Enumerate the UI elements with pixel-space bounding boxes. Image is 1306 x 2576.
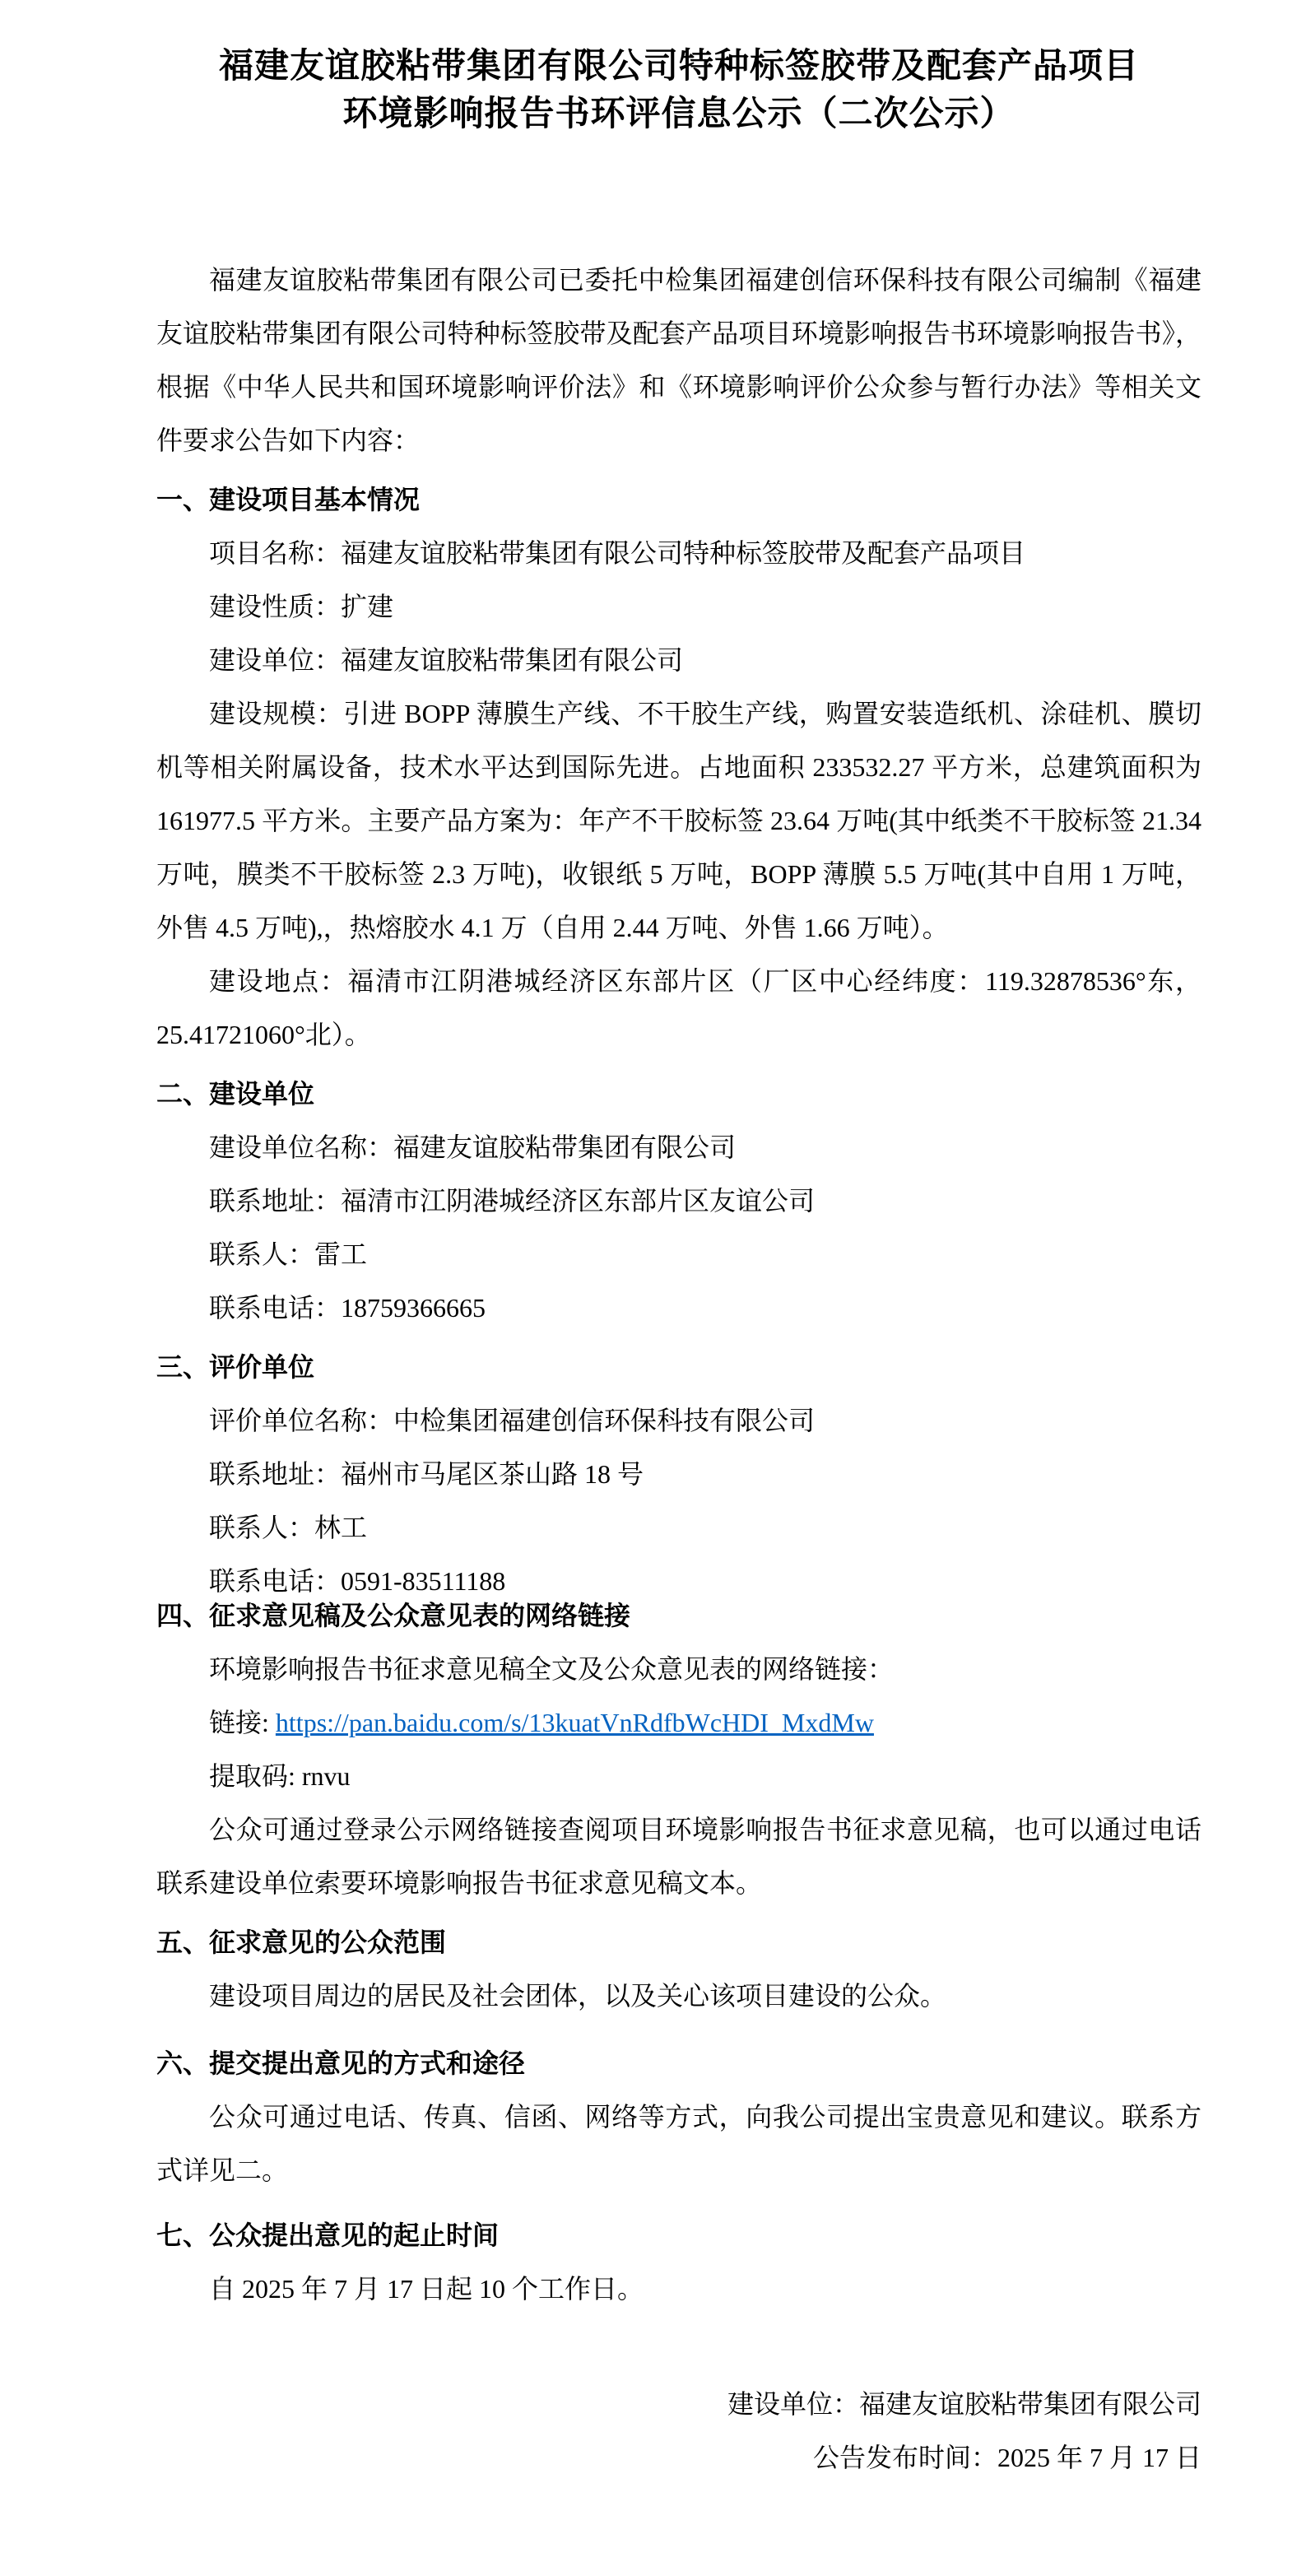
section-6-heading: 六、提交提出意见的方式和途径 (156, 2048, 526, 2078)
build-unit-line: 建设单位：福建友谊胶粘带集团有限公司 (209, 645, 684, 675)
eval-unit-contact-line: 联系人：林工 (209, 1513, 368, 1542)
page-title (156, 43, 1201, 138)
footer-date-line: 公告发布时间：2025 年 7 月 17 日 (812, 2443, 1201, 2472)
eval-unit-name-line: 评价单位名称：中检集团福建创信环保科技有限公司 (209, 1406, 816, 1435)
build-site-paragraph: 建设地点：福清市江阴港城经济区东部片区（厂区中心经纬度：119.32878536°东，25.41721060°北）。 (156, 966, 1201, 1049)
eval-unit-phone-line: 联系电话：0591-83511188 (209, 1566, 506, 1596)
section-5-heading: 五、征求意见的公众范围 (156, 1927, 447, 1957)
construction-unit-name-line: 建设单位名称：福建友谊胶粘带集团有限公司 (209, 1132, 737, 1162)
section-7-heading: 七、公众提出意见的起止时间 (156, 2220, 500, 2250)
page-title-line-1: 福建友谊胶粘带集团有限公司特种标签胶带及配套产品项目 (218, 48, 1139, 86)
baidu-pan-link[interactable]: https://pan.baidu.com/s/13kuatVnRdfbWcHDI_MxdMw (275, 1708, 874, 1737)
project-name-line: 项目名称：福建友谊胶粘带集团有限公司特种标签胶带及配套产品项目 (209, 538, 1026, 568)
network-link-intro-line: 环境影响报告书征求意见稿全文及公众意见表的网络链接： (209, 1654, 895, 1684)
build-nature-line: 建设性质：扩建 (209, 592, 394, 621)
public-scope-paragraph: 建设项目周边的居民及社会团体，以及关心该项目建设的公众。 (209, 1981, 947, 2011)
extract-code-line: 提取码: rnvu (209, 1761, 351, 1791)
link-label: 链接: (209, 1708, 276, 1737)
section-1-heading: 一、建设项目基本情况 (156, 485, 421, 514)
eval-unit-address-line: 联系地址：福州市马尾区茶山路 18 号 (209, 1459, 644, 1489)
feedback-period-line: 自 2025 年 7 月 17 日起 10 个工作日。 (209, 2274, 644, 2304)
construction-unit-phone-line: 联系电话：18759366665 (209, 1293, 486, 1323)
section-3-heading: 三、评价单位 (156, 1352, 315, 1382)
document-footer (156, 2378, 1201, 2485)
link-access-note-paragraph: 公众可通过登录公示网络链接查阅项目环境影响报告书征求意见稿，也可以通过电话联系建设单位索要环境影响报告书征求意见稿文本。 (156, 1815, 1201, 1898)
construction-unit-address-line: 联系地址：福清市江阴港城经济区东部片区友谊公司 (209, 1186, 816, 1216)
feedback-method-paragraph: 公众可通过电话、传真、信函、网络等方式，向我公司提出宝贵意见和建议。联系方式详见二。 (156, 2102, 1201, 2185)
link-line (156, 1696, 1201, 1750)
construction-unit-contact-line: 联系人：雷工 (209, 1239, 368, 1269)
build-scale-paragraph: 建设规模：引进 BOPP 薄膜生产线、不干胶生产线，购置安装造纸机、涂硅机、膜切机等相关附属设备，技术水平达到国际先进。占地面积 233532.27 平方米，总建筑面积为 161977.5 平方米。主要产品方案为：年产不干胶标签 23.64 万吨(其中纸类不干胶标签 21.34 万吨，膜类不干胶标签 2.3 万吨)，收银纸 5 万吨，BOPP 薄膜 5.5 万吨(其中自用 1 万吨，外售 4.5 万吨),，热熔胶水 4.1 万（自用 2.44 万吨、外售 1.66 万吨）。 (156, 699, 1201, 942)
section-2-heading: 二、建设单位 (156, 1079, 315, 1109)
footer-unit-line: 建设单位：福建友谊胶粘带集团有限公司 (727, 2389, 1201, 2419)
section-4-heading: 四、征求意见稿及公众意见表的网络链接 (156, 1601, 631, 1630)
page-title-line-2: 环境影响报告书环评信息公示（二次公示） (342, 95, 1016, 133)
intro-paragraph: 福建友谊胶粘带集团有限公司已委托中检集团福建创信环保科技有限公司编制《福建友谊胶粘带集团有限公司特种标签胶带及配套产品项目环境影响报告书环境影响报告书》，根据《中华人民共和国环境影响评价法》和《环境影响评价公众参与暂行办法》等相关文件要求公告如下内容： (156, 265, 1201, 455)
